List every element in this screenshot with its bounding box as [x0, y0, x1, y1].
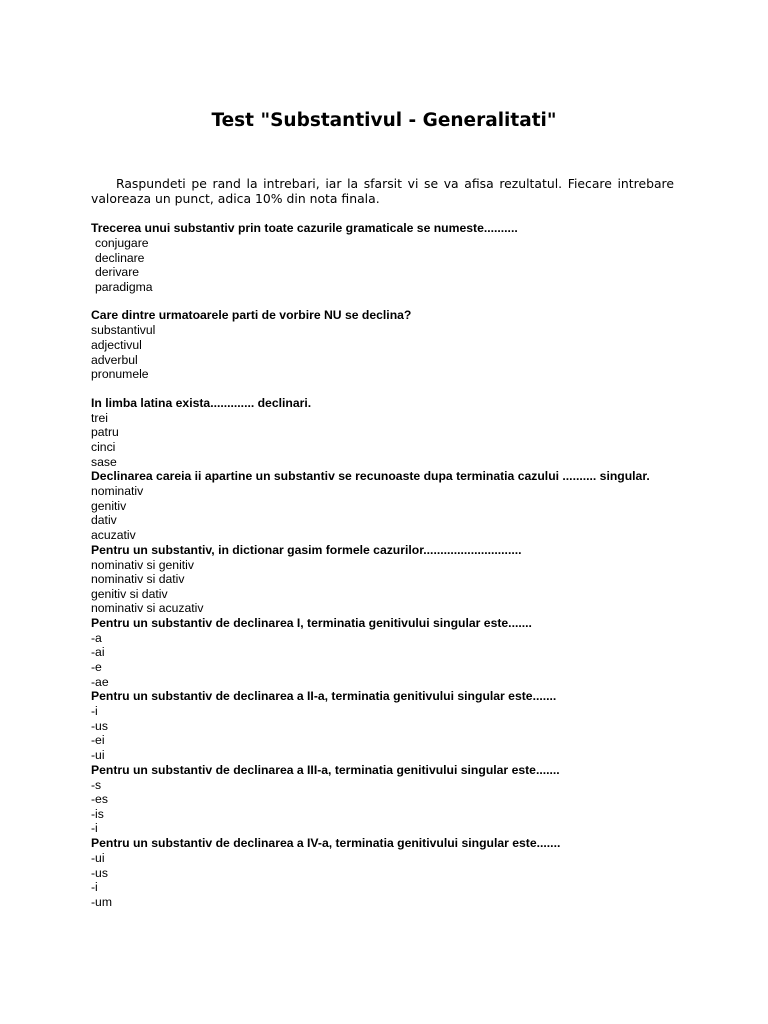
- answer-option[interactable]: declinare: [95, 250, 145, 265]
- answer-option[interactable]: acuzativ: [91, 527, 136, 542]
- answer-option[interactable]: genitiv si dativ: [91, 586, 168, 601]
- answer-option[interactable]: -e: [91, 660, 102, 675]
- question-text: Pentru un substantiv de declinarea a IV-a, terminatia genitivului singular este.......: [91, 836, 561, 850]
- question-text: Pentru un substantiv de declinarea a II-a, terminatia genitivului singular este.......: [91, 689, 557, 704]
- page-title: Test "Substantivul - Generalitati": [211, 110, 557, 131]
- question-block: [91, 308, 751, 381]
- intro-paragraph: Raspundeti pe rand la intrebari, iar la sfarsit vi se va afisa rezultatul. Fiecare intrebare valoreaza un punct, adica 10% din nota finala.: [91, 176, 674, 206]
- answer-option[interactable]: adjectivul: [91, 337, 142, 352]
- answer-option[interactable]: nominativ si dativ: [91, 572, 185, 587]
- answer-option[interactable]: -ai: [91, 645, 105, 660]
- answer-option[interactable]: -ei: [91, 733, 105, 748]
- answer-option[interactable]: -i: [91, 821, 98, 836]
- answer-option[interactable]: derivare: [95, 265, 140, 280]
- question-block: [91, 763, 751, 836]
- spacer: [91, 294, 751, 308]
- question-text: Pentru un substantiv de declinarea I, terminatia genitivului singular este.......: [91, 615, 532, 630]
- question-text: Declinarea careia ii apartine un substantiv se recunoaste dupa terminatia cazului .......... singular.: [91, 469, 650, 484]
- answer-option[interactable]: dativ: [91, 513, 117, 528]
- answer-option[interactable]: genitiv: [91, 498, 127, 513]
- quiz: [91, 221, 751, 909]
- question-block: [91, 221, 751, 294]
- answer-option[interactable]: substantivul: [91, 323, 156, 338]
- answer-option[interactable]: adverbul: [91, 352, 138, 367]
- question-block: [91, 616, 751, 689]
- question-text: Pentru un substantiv de declinarea a III-a, terminatia genitivului singular este.......: [91, 762, 560, 777]
- answer-option[interactable]: trei: [91, 410, 108, 425]
- answer-option[interactable]: -a: [91, 630, 102, 645]
- answer-option[interactable]: patru: [91, 425, 119, 440]
- answer-option[interactable]: sase: [91, 454, 117, 469]
- answer-option[interactable]: -i: [91, 704, 98, 719]
- answer-option[interactable]: -ui: [91, 851, 105, 865]
- question-block: [91, 543, 751, 616]
- answer-option[interactable]: cinci: [91, 439, 116, 454]
- question-text: Trecerea unui substantiv prin toate cazurile gramaticale se numeste..........: [91, 221, 518, 235]
- answer-option[interactable]: -es: [91, 792, 108, 807]
- answer-option[interactable]: pronumele: [91, 367, 149, 382]
- answer-option[interactable]: nominativ si acuzativ: [91, 601, 204, 616]
- answer-option[interactable]: -us: [91, 718, 108, 733]
- question-block: [91, 469, 751, 542]
- question-text: In limba latina exista............. declinari.: [91, 395, 312, 410]
- answer-option[interactable]: -ui: [91, 748, 105, 763]
- question-block: [91, 396, 751, 469]
- question-block: [91, 836, 751, 909]
- answer-option[interactable]: -us: [91, 865, 108, 880]
- answer-option[interactable]: -i: [91, 880, 98, 895]
- answer-option[interactable]: nominativ si genitiv: [91, 557, 194, 572]
- answer-option[interactable]: nominativ: [91, 484, 144, 499]
- spacer: [91, 382, 751, 396]
- answer-option[interactable]: -s: [91, 777, 102, 792]
- answer-option[interactable]: -is: [91, 806, 104, 821]
- answer-option[interactable]: paradigma: [95, 279, 153, 294]
- question-block: [91, 689, 751, 762]
- answer-option[interactable]: -um: [91, 894, 112, 909]
- answer-option[interactable]: conjugare: [95, 236, 149, 250]
- question-text: Care dintre urmatoarele parti de vorbire NU se declina?: [91, 308, 412, 323]
- question-text: Pentru un substantiv, in dictionar gasim formele cazurilor.............................: [91, 542, 522, 557]
- answer-option[interactable]: -ae: [91, 674, 109, 689]
